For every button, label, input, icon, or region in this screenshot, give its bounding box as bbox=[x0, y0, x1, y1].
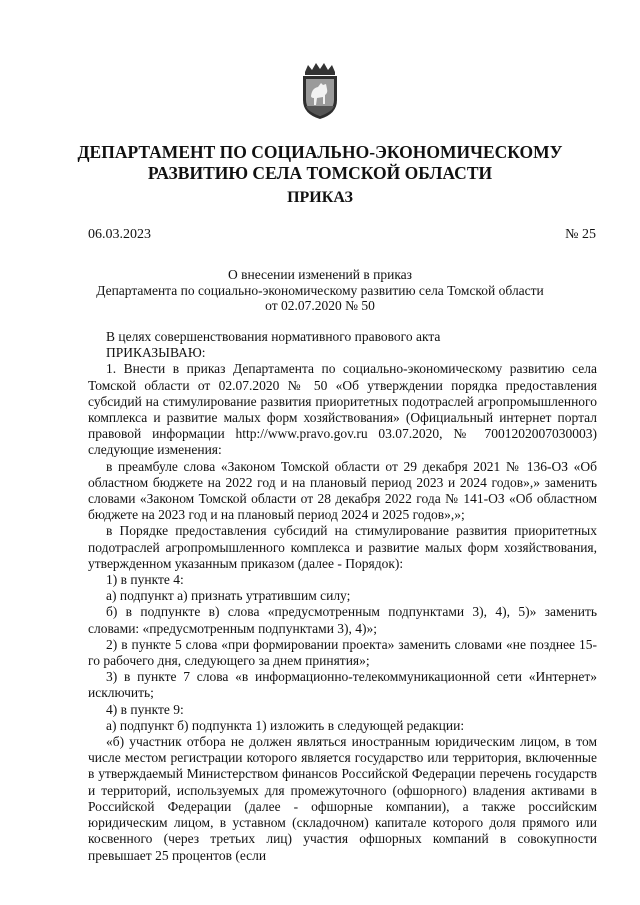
order-subject bbox=[0, 267, 640, 314]
subject-line3: от 02.07.2020 № 50 bbox=[265, 298, 375, 313]
body-paragraph: «б) участник отбора не должен являться иностранным юридическим лицом, в том числе местом регистрации которого является государство или территория, включенные в утверждаемый Министерством финансов Российской Федерации перечень государств и территорий, используемых для промежуточного (офшорного) владения активами в Российской Федерации (далее - офшорные компании), а также российским юридическим лицом, в уставном (складочном) капитале которого доля прямого или косвенного (через третьих лиц) участия офшорных компаний в совокупности превышает 25 процентов (если bbox=[88, 734, 597, 863]
body-paragraph: а) подпункт б) подпункта 1) изложить в следующей редакции: bbox=[106, 717, 465, 733]
tomsk-oblast-coat-of-arms-icon bbox=[297, 62, 343, 120]
body-paragraph: 3) в пункте 7 слова «в информационно-телекоммуникационной сети «Интернет» исключить; bbox=[88, 669, 597, 701]
body-paragraph: а) подпункт а) признать утратившим силу; bbox=[106, 588, 351, 604]
department-title-line1: ДЕПАРТАМЕНТ ПО СОЦИАЛЬНО-ЭКОНОМИЧЕСКОМУ bbox=[77, 142, 563, 162]
body-paragraph: ПРИКАЗЫВАЮ: bbox=[106, 345, 206, 361]
body-paragraph: В целях совершенствования нормативного правового акта bbox=[106, 329, 441, 344]
body-paragraph: 4) в пункте 9: bbox=[106, 701, 184, 717]
document-type-title: ПРИКАЗ bbox=[287, 189, 353, 206]
body-paragraph: 1) в пункте 4: bbox=[106, 572, 184, 588]
department-title-line2: РАЗВИТИЮ СЕЛА ТОМСКОЙ ОБЛАСТИ bbox=[147, 163, 493, 183]
subject-line2: Департамента по социально-экономическому развитию села Томской области bbox=[96, 282, 544, 298]
body-paragraph: в Порядке предоставления субсидий на стимулирование развития приоритетных подотраслей агропромышленного комплекса и развитие малых форм хозяйствования, утвержденном указанным приказом (далее - Порядок): bbox=[88, 523, 597, 571]
order-date: 06.03.2023 bbox=[88, 227, 151, 242]
body-paragraph: 1. Внести в приказ Департамента по социально-экономическому развитию села Томской области от 02.07.2020 № 50 «Об утверждении порядка предоставления субсидий на стимулирование развития приоритетных подотраслей агропромышленного комплекса и развитие малых форм хозяйствования» (Официальный интернет портал правовой информации http://www.pravo.gov.ru 03.07.2020, № 7001202007030003) следующие изменения: bbox=[88, 361, 597, 458]
department-title bbox=[0, 142, 640, 184]
order-number: № 25 bbox=[565, 227, 596, 242]
order-body bbox=[88, 329, 597, 864]
subject-line1: О внесении изменений в приказ bbox=[227, 267, 413, 282]
body-paragraph: б) в подпункте в) слова «предусмотренным подпунктами 3), 4), 5)» заменить словами: «предусмотренным подпунктами 3), 4)»; bbox=[88, 604, 597, 636]
body-paragraph: 2) в пункте 5 слова «при формировании проекта» заменить словами «не позднее 15-го рабочего дня, следующего за днем принятия»; bbox=[88, 636, 597, 669]
body-paragraph: в преамбуле слова «Законом Томской области от 29 декабря 2021 № 136-ОЗ «Об областном бюджете на 2022 год и на плановый период 2023 и 2024 годов»,» заменить словами «Законом Томской области от 28 декабря 2022 года № 141-ОЗ «Об областном бюджете на 2023 год и на плановый период 2024 и 2025 годов»,»; bbox=[88, 458, 597, 523]
